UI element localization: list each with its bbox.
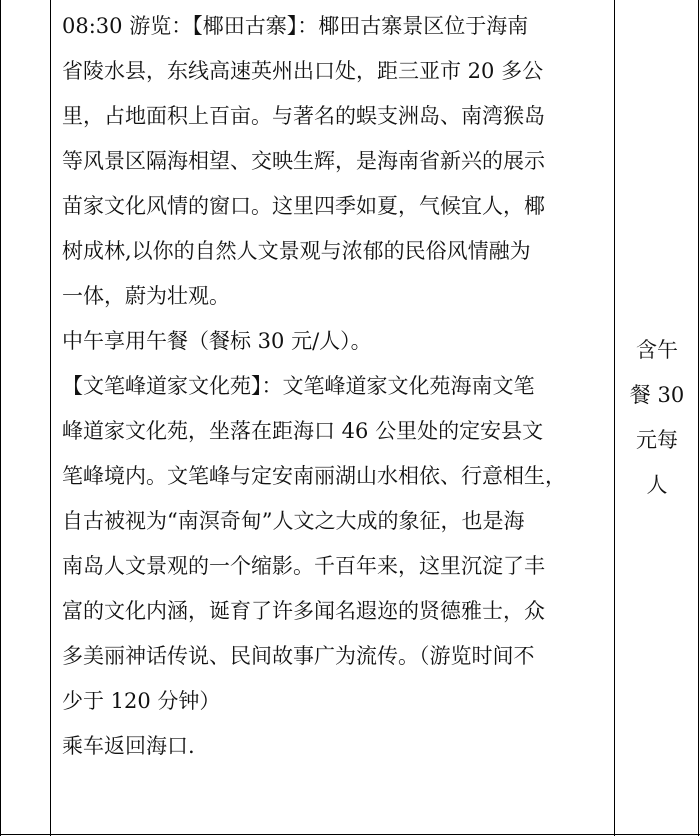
text-line: 少于 120 分钟）: [62, 689, 221, 713]
text-line: 南岛人文景观的一个缩影。千百年来，这里沉淀了丰: [62, 554, 545, 578]
text-line: 一体，蔚为壮观。: [62, 284, 230, 308]
table-border-right: [698, 0, 699, 836]
text-line: 08:30 游览：【椰田古寨】：椰田古寨景区位于海南: [62, 14, 529, 38]
meal-info-cell: [622, 328, 692, 508]
text-line: 等风景区隔海相望、交映生辉，是海南省新兴的展示: [62, 149, 545, 173]
table-border-left: [0, 0, 1, 836]
itinerary-description-cell: [62, 4, 607, 769]
meal-text-line: 含午: [636, 338, 678, 362]
meal-text-line: 餐 30: [629, 383, 685, 407]
table-divider-1: [50, 0, 51, 836]
text-line: 自古被视为“南溟奇甸”人文之大成的象征，也是海: [62, 509, 525, 533]
text-line: 笔峰境内。文笔峰与定安南丽湖山水相依、行意相生，: [62, 464, 566, 488]
text-line: 中午享用午餐（餐标 30 元/人）。: [62, 329, 372, 353]
table-border-bottom: [0, 834, 700, 835]
text-line: 里，占地面积上百亩。与著名的蜈支洲岛、南湾猴岛: [62, 104, 545, 128]
meal-text-line: 人: [646, 473, 668, 497]
text-line: 峰道家文化苑，坐落在距海口 46 公里处的定安县文: [62, 419, 544, 443]
text-line: 富的文化内涵，诞育了许多闻名遐迩的贤德雅士，众: [62, 599, 545, 623]
meal-text-line: 元每: [636, 428, 678, 452]
text-line: 多美丽神话传说、民间故事广为流传。（游览时间不: [62, 644, 535, 668]
text-line: 树成林,以你的自然人文景观与浓郁的民俗风情融为: [62, 239, 531, 263]
text-line: 【文笔峰道家文化苑】：文笔峰道家文化苑海南文笔: [62, 374, 535, 398]
text-line: 乘车返回海口.: [62, 734, 195, 758]
table-divider-2: [614, 0, 615, 836]
text-line: 省陵水县，东线高速英州出口处，距三亚市 20 多公: [62, 59, 544, 83]
text-line: 苗家文化风情的窗口。这里四季如夏，气候宜人，椰: [62, 194, 545, 218]
